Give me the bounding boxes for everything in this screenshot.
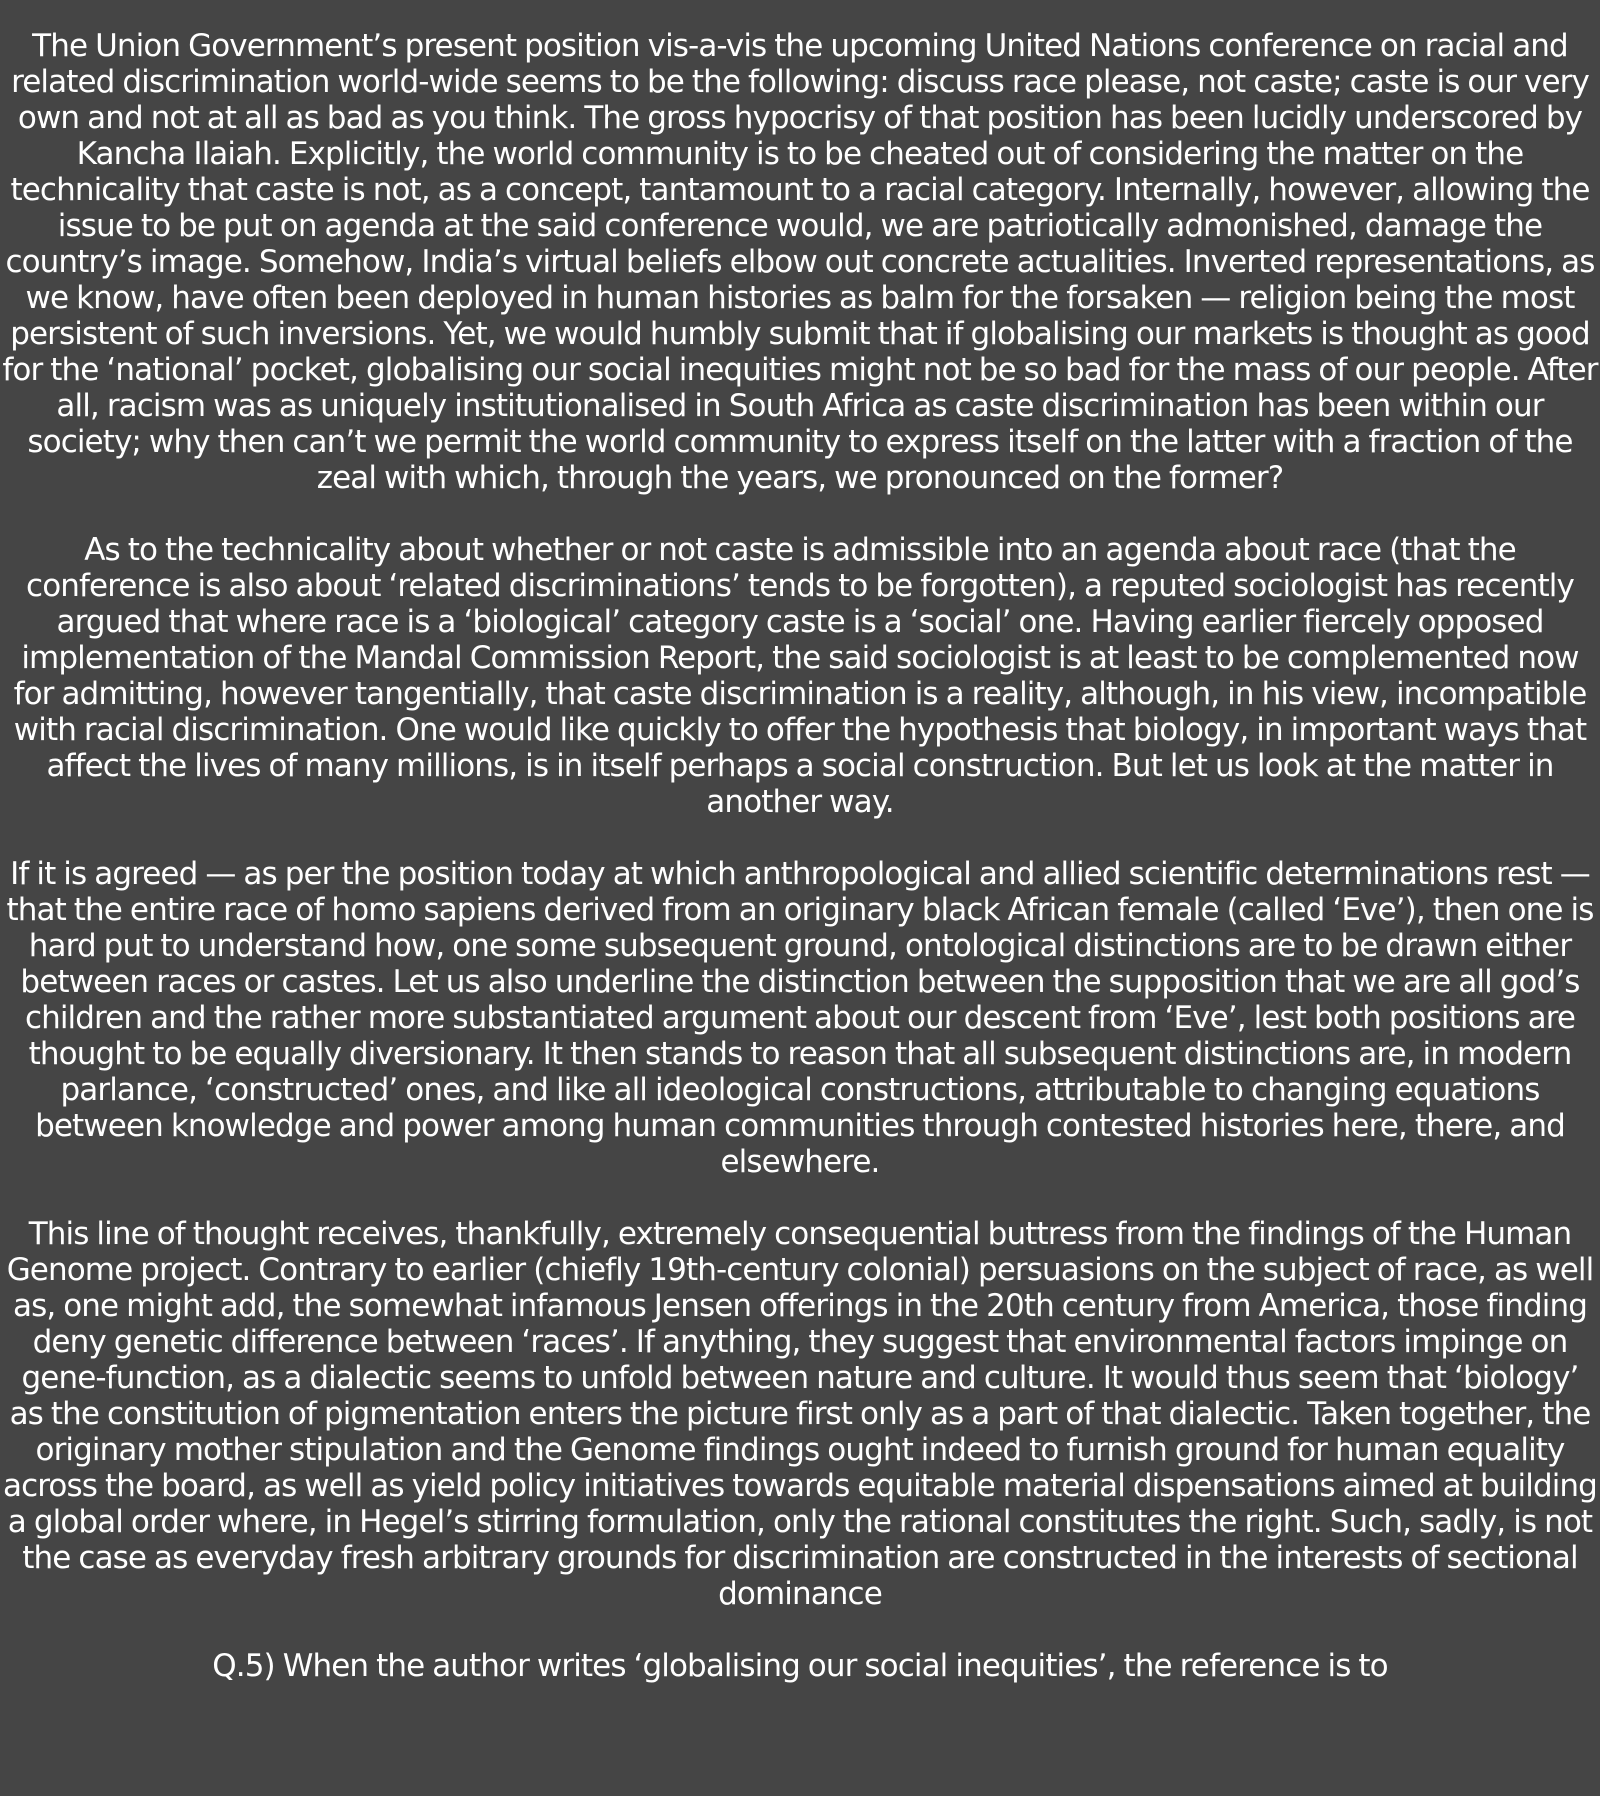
passage-paragraph-1: The Union Government’s present position vis-a-vis the upcoming United Nations conference on racial and related discrimination world-wide seems to be the following: discuss race please, not caste; caste is our very own and not at all as bad as you think. The gross hypocrisy of that position has been lucidly underscored by Kancha Ilaiah. Explicitly, the world community is to be cheated out of considering the matter on the technicality that caste is not, as a concept, tantamount to a racial category. Internally, however, allowing the issue to be put on agenda at the said conference would, we are patriotically admonished, damage the country’s image. Somehow, India’s virtual beliefs elbow out concrete actualities. Inverted representations, as we know, have often been deployed in human histories as balm for the forsaken — religion being the most persistent of such inversions. Yet, we would humbly submit that if globalising our markets is thought as good for the ‘national’ pocket, globalising our social inequities might not be so bad for the mass of our people. After all, racism was as uniquely institutionalised in South Africa as caste discrimination has been within our society; why then can’t we permit the world community to express itself on the latter with a fraction of the zeal with which, through the years, we pronounced on the former? <box>2 28 1598 496</box>
passage-paragraph-3: If it is agreed — as per the position today at which anthropological and allied scientific determinations rest — that the entire race of homo sapiens derived from an originary black African female (called ‘Eve’), then one is hard put to understand how, one some subsequent ground, ontological distinctions are to be drawn either between races or castes. Let us also underline the distinction between the supposition that we are all god’s children and the rather more substantiated argument about our descent from ‘Eve’, lest both positions are thought to be equally diversionary. It then stands to reason that all subsequent distinctions are, in modern parlance, ‘constructed’ ones, and like all ideological constructions, attributable to changing equations between knowledge and power among human communities through contested histories here, there, and elsewhere. <box>6 856 1594 1180</box>
passage-paragraph-4: This line of thought receives, thankfully, extremely consequential buttress from the findings of the Human Genome project. Contrary to earlier (chiefly 19th-century colonial) persuasions on the subject of race, as well as, one might add, the somewhat infamous Jensen offerings in the 20th century from America, those finding deny genetic difference between ‘races’. If anything, they suggest that environmental factors impinge on gene-function, as a dialectic seems to unfold between nature and culture. It would thus seem that ‘biology’ as the constitution of pigmentation enters the picture first only as a part of that dialectic. Taken together, the originary mother stipulation and the Genome findings ought indeed to furnish ground for human equality across the board, as well as yield policy initiatives towards equitable material dispensations aimed at building a global order where, in Hegel’s stirring formulation, only the rational constitutes the right. Such, sadly, is not the case as everyday fresh arbitrary grounds for discrimination are constructed in the interests of sectional dominance <box>3 1216 1597 1612</box>
question-text: Q.5) When the author writes ‘globalising our social inequities’, the reference is to <box>212 1648 1388 1684</box>
passage-paragraph-2: As to the technicality about whether or not caste is admissible into an agenda about race (that the conference is also about ‘related discriminations’ tends to be forgotten), a reputed sociologist has recently argued that where race is a ‘biological’ category caste is a ‘social’ one. Having earlier fiercely opposed implementation of the Mandal Commission Report, the said sociologist is at least to be complemented now for admitting, however tangentially, that caste discrimination is a reality, although, in his view, incompatible with racial discrimination. One would like quickly to offer the hypothesis that biology, in important ways that affect the lives of many millions, is in itself perhaps a social construction. But let us look at the matter in another way. <box>13 532 1587 820</box>
